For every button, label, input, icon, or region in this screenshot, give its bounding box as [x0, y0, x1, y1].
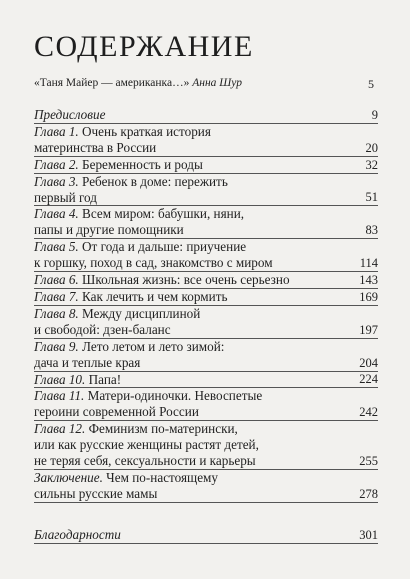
chapter-label: Заключение.: [34, 469, 103, 485]
chapter-label: Глава 1.: [34, 123, 79, 139]
chapter-label: Глава 5.: [34, 239, 79, 255]
chapter-title: не теряя себя, сексуальности и карьеры: [34, 453, 256, 469]
chapter-title: Матери-одиночки. Невоспетые: [87, 388, 263, 404]
chapter-title: материнства в России: [34, 139, 157, 155]
toc-entry-line: [34, 404, 378, 420]
toc-entry-line: [34, 140, 378, 156]
chapter-title: папы и другие помощники: [34, 222, 184, 238]
intro-page-number: 5: [368, 77, 374, 91]
chapter-title: Папа!: [88, 371, 122, 387]
toc-entry: [34, 289, 378, 306]
toc-entry-line: [34, 272, 378, 288]
chapter-label: Глава 3.: [34, 173, 79, 189]
chapter-title: От года и дальше: приучение: [82, 239, 247, 255]
page-number: 20: [365, 140, 378, 155]
toc-entry: [34, 306, 378, 339]
chapter-label: Глава 12.: [34, 421, 86, 437]
chapter-label: Глава 6.: [34, 272, 79, 288]
toc-entry-line: [34, 289, 378, 305]
toc-entry-line: [34, 174, 378, 190]
toc-entry: [34, 470, 378, 503]
toc-entry: [34, 388, 378, 421]
toc-entry-line: [34, 527, 378, 543]
chapter-title: или как русские женщины растят детей,: [34, 437, 259, 453]
toc-entry-line: [34, 355, 378, 371]
chapter-label: Предисловие: [34, 107, 106, 122]
page-number: 278: [359, 486, 378, 501]
toc-entry: [34, 372, 378, 389]
chapter-label: Глава 8.: [34, 305, 79, 321]
toc-entry-line: [34, 306, 378, 322]
toc-entry: [34, 339, 378, 372]
intro-author: Анна Шур: [192, 77, 242, 89]
page-number: 197: [359, 322, 378, 337]
toc-entry-line: [34, 486, 378, 502]
chapter-title: Очень краткая история: [82, 123, 211, 139]
page-number: 204: [359, 355, 378, 370]
toc-entry-line: [34, 453, 378, 469]
toc-entry-line: [34, 372, 378, 388]
toc-entry-line: [34, 239, 378, 255]
toc-entry-line: [34, 157, 378, 173]
chapter-title: Всем миром: бабушки, няни,: [82, 206, 245, 222]
toc-entry-line: [34, 206, 378, 222]
toc-entry: [34, 124, 378, 157]
toc-entry-line: [34, 222, 378, 238]
intro-entry: [34, 77, 374, 93]
chapter-title: к горшку, поход в сад, знакомство с миром: [34, 255, 273, 271]
toc-spacer: [34, 503, 378, 527]
toc-entry-line: [34, 107, 378, 123]
toc-entry: [34, 239, 378, 272]
page-number: 9: [371, 107, 378, 122]
chapter-title: Как лечить и чем кормить: [82, 288, 228, 304]
toc-entry-line: [34, 190, 378, 206]
page-number: 83: [365, 223, 378, 238]
toc-entry-line: [34, 339, 378, 355]
chapter-label: Глава 11.: [34, 388, 85, 404]
toc-entry: [34, 107, 378, 124]
intro-text: «Таня Майер — американка…»: [34, 77, 190, 89]
chapter-title: первый год: [34, 189, 97, 205]
toc-entry-line: [34, 421, 378, 437]
toc-entry-line: [34, 388, 378, 404]
chapter-label: Глава 7.: [34, 288, 79, 304]
chapter-title: героини современной России: [34, 404, 199, 420]
page-number: 255: [359, 453, 378, 468]
chapter-title: и свободой: дзен-баланс: [34, 321, 171, 337]
page-number: 169: [359, 289, 378, 304]
page-number: 32: [365, 157, 378, 172]
toc-entry-line: [34, 470, 378, 486]
toc-entry-line: [34, 124, 378, 140]
toc-entry: [34, 157, 378, 174]
chapter-label: Глава 9.: [34, 338, 79, 354]
toc-entry: [34, 421, 378, 470]
toc-entry-line: [34, 255, 378, 271]
page-number: 143: [359, 272, 378, 287]
chapter-label: Глава 4.: [34, 206, 79, 222]
chapter-label: Глава 10.: [34, 371, 86, 387]
chapter-title: Школьная жизнь: все очень серьезно: [82, 272, 290, 288]
toc-entry-line: [34, 437, 378, 453]
chapter-label: Благодарности: [34, 526, 121, 542]
chapter-title: дача и теплые края: [34, 354, 141, 370]
chapter-title: Феминизм по-матерински,: [88, 421, 238, 437]
page-number: 224: [359, 372, 378, 387]
page-title: СОДЕРЖАНИЕ: [34, 30, 254, 63]
toc-entry: [34, 206, 378, 239]
chapter-title: Между дисциплиной: [82, 305, 201, 321]
chapter-label: Глава 2.: [34, 156, 79, 172]
page-number: 301: [359, 527, 378, 542]
page-number: 114: [359, 256, 378, 271]
toc-entry-acknowledgements: [34, 527, 378, 544]
toc-entry-line: [34, 322, 378, 338]
toc-list: [34, 107, 378, 544]
chapter-title: Лето летом и лето зимой:: [82, 338, 225, 354]
chapter-title: Чем по-настоящему: [106, 469, 218, 485]
toc-entry: [34, 174, 378, 207]
chapter-title: Ребенок в доме: пережить: [82, 173, 228, 189]
page-number: 242: [359, 405, 378, 420]
page-number: 51: [365, 190, 378, 205]
chapter-title: Беременность и роды: [82, 156, 203, 172]
toc-entry: [34, 272, 378, 289]
chapter-title: сильны русские мамы: [34, 485, 158, 501]
